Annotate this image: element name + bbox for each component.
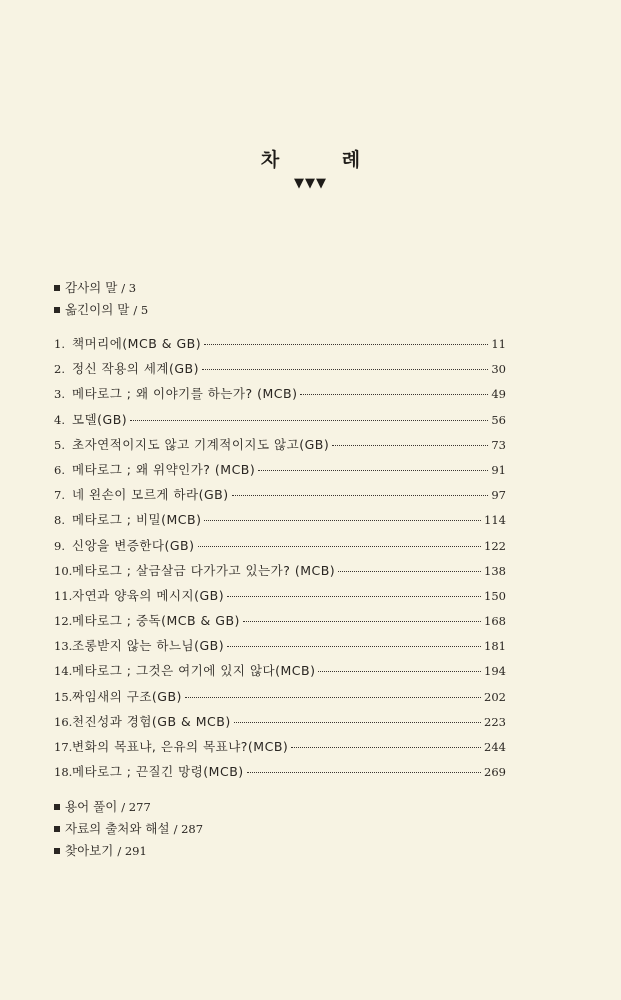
toc-entry-number: 10. xyxy=(54,563,73,578)
dot-leader xyxy=(318,670,481,672)
toc-entry-number: 16. xyxy=(54,714,73,729)
back-matter-item[interactable] xyxy=(54,796,203,818)
toc-entry-title: 메타로그 ; 비밀(MCB) xyxy=(72,512,202,528)
toc-entry[interactable] xyxy=(54,507,506,532)
back-matter-label: 찾아보기 xyxy=(65,843,114,858)
toc-entry-number: 14. xyxy=(54,664,73,679)
front-matter-page: / 5 xyxy=(133,303,149,317)
dot-leader xyxy=(227,595,481,597)
toc-entry-title: 메타로그 ; 끈질긴 망령(MCB) xyxy=(72,764,244,780)
toc-entry-number: 2. xyxy=(54,362,65,377)
toc-entry-title: 모델(GB) xyxy=(72,411,128,427)
toc-entry-page: 194 xyxy=(484,664,506,679)
toc-entry-number: 6. xyxy=(54,462,65,477)
toc-entry-page: 150 xyxy=(484,588,506,603)
toc-entry-page: 97 xyxy=(491,488,506,503)
front-matter-page: / 3 xyxy=(121,281,137,295)
toc-entry[interactable] xyxy=(54,583,506,608)
front-matter-label: 감사의 말 xyxy=(65,280,118,295)
back-matter-page: / 287 xyxy=(173,822,204,836)
dot-leader xyxy=(130,419,488,421)
dot-leader xyxy=(185,696,481,698)
toc-entry-page: 181 xyxy=(484,639,506,654)
toc-entry[interactable] xyxy=(54,457,506,482)
back-matter-label: 자료의 출처와 해설 xyxy=(65,821,170,836)
dot-leader xyxy=(232,494,489,496)
toc-entry-number: 13. xyxy=(54,639,73,654)
toc-entry-title: 정신 작용의 세계(GB) xyxy=(72,361,199,377)
toc-entry-number: 3. xyxy=(54,387,65,402)
toc-entry[interactable] xyxy=(54,432,506,457)
dot-leader xyxy=(234,721,481,723)
toc-entry-number: 7. xyxy=(54,488,65,503)
dot-leader xyxy=(338,570,481,572)
dot-leader xyxy=(243,620,481,622)
toc-entry-page: 202 xyxy=(484,689,506,704)
toc-entry[interactable] xyxy=(54,734,506,759)
toc-entry-title: 메타로그 ; 왜 이야기를 하는가? (MCB) xyxy=(72,386,298,402)
toc-entry-title: 네 왼손이 모르게 하라(GB) xyxy=(72,487,229,503)
dot-leader xyxy=(204,343,488,345)
toc-entry-title: 신앙을 변증한다(GB) xyxy=(72,537,195,553)
toc-entry[interactable] xyxy=(54,381,506,406)
front-matter-list xyxy=(54,277,148,321)
toc-entry[interactable] xyxy=(54,608,506,633)
toc-entry[interactable] xyxy=(54,684,506,709)
toc-entry-page: 114 xyxy=(484,513,506,528)
toc-entry[interactable] xyxy=(54,533,506,558)
square-bullet-icon xyxy=(54,848,60,854)
toc-entry-title: 메타로그 ; 왜 위약인가? (MCB) xyxy=(72,461,256,477)
toc-entry[interactable] xyxy=(54,709,506,734)
toc-list xyxy=(54,331,506,784)
back-matter-page: / 291 xyxy=(117,844,147,858)
dot-leader xyxy=(258,469,488,471)
toc-entry-title: 메타로그 ; 그것은 여기에 있지 않다(MCB) xyxy=(72,663,316,679)
toc-entry-number: 4. xyxy=(54,412,65,427)
dot-leader xyxy=(332,444,488,446)
back-matter-item[interactable] xyxy=(54,840,203,862)
toc-entry-title: 천진성과 경험(GB & MCB) xyxy=(72,713,231,729)
toc-entry-number: 1. xyxy=(54,337,65,351)
toc-entry-title: 초자연적이지도 않고 기계적이지도 않고(GB) xyxy=(72,436,330,452)
back-matter-label: 용어 풀이 xyxy=(65,799,118,814)
back-matter-item[interactable] xyxy=(54,818,203,840)
dot-leader xyxy=(198,545,482,547)
toc-entry[interactable] xyxy=(54,658,506,683)
back-matter-list xyxy=(54,796,203,862)
square-bullet-icon xyxy=(54,804,60,810)
toc-entry-number: 5. xyxy=(54,437,65,452)
toc-entry-title: 짜임새의 구조(GB) xyxy=(72,688,182,704)
toc-entry-page: 49 xyxy=(491,387,506,402)
page-title: 차 례 xyxy=(260,149,389,171)
toc-entry-page: 138 xyxy=(484,563,506,578)
toc-entry[interactable] xyxy=(54,331,506,356)
toc-entry-title: 메타로그 ; 살금살금 다가가고 있는가? (MCB) xyxy=(72,562,336,578)
toc-entry[interactable] xyxy=(54,558,506,583)
toc-entry-page: 73 xyxy=(491,437,506,452)
toc-entry-title: 자연과 양육의 메시지(GB) xyxy=(72,587,225,603)
toc-entry-page: 223 xyxy=(484,714,506,729)
toc-entry-page: 56 xyxy=(491,412,506,427)
dot-leader xyxy=(291,746,481,748)
toc-entry-number: 18. xyxy=(54,765,73,780)
toc-entry-number: 12. xyxy=(54,614,73,629)
front-matter-item[interactable] xyxy=(54,277,148,299)
toc-entry[interactable] xyxy=(54,482,506,507)
toc-entry-number: 8. xyxy=(54,513,65,528)
toc-entry-title: 변화의 목표냐, 은유의 목표냐?(MCB) xyxy=(72,739,289,754)
toc-entry[interactable] xyxy=(54,759,506,784)
toc-entry-page: 122 xyxy=(484,538,506,553)
back-matter-page: / 277 xyxy=(121,800,151,814)
toc-entry-title: 책머리에(MCB & GB) xyxy=(72,336,202,351)
dot-leader xyxy=(247,771,481,773)
front-matter-item[interactable] xyxy=(54,299,148,321)
toc-entry[interactable] xyxy=(54,407,506,432)
toc-entry-page: 11 xyxy=(491,337,506,351)
toc-entry[interactable] xyxy=(54,356,506,381)
toc-entry-title: 조롱받지 않는 하느님(GB) xyxy=(72,638,225,654)
square-bullet-icon xyxy=(54,307,60,313)
dot-leader xyxy=(227,645,481,647)
dot-leader xyxy=(300,393,488,395)
toc-entry-number: 11. xyxy=(54,588,73,603)
toc-entry-number: 9. xyxy=(54,538,65,553)
toc-entry-title: 메타로그 ; 중독(MCB & GB) xyxy=(72,613,240,629)
front-matter-label: 옮긴이의 말 xyxy=(65,302,130,317)
square-bullet-icon xyxy=(54,285,60,291)
toc-entry-page: 168 xyxy=(484,614,506,629)
toc-entry-page: 269 xyxy=(484,765,506,780)
toc-entry-page: 30 xyxy=(491,362,506,377)
toc-entry-number: 15. xyxy=(54,689,73,704)
toc-entry-page: 244 xyxy=(484,740,506,754)
square-bullet-icon xyxy=(54,826,60,832)
triangle-ornament-icon: ▼▼▼ xyxy=(294,176,327,191)
toc-entry-number: 17. xyxy=(54,740,73,754)
dot-leader xyxy=(202,368,488,370)
toc-entry[interactable] xyxy=(54,633,506,658)
dot-leader xyxy=(204,519,481,521)
toc-entry-page: 91 xyxy=(491,462,506,477)
